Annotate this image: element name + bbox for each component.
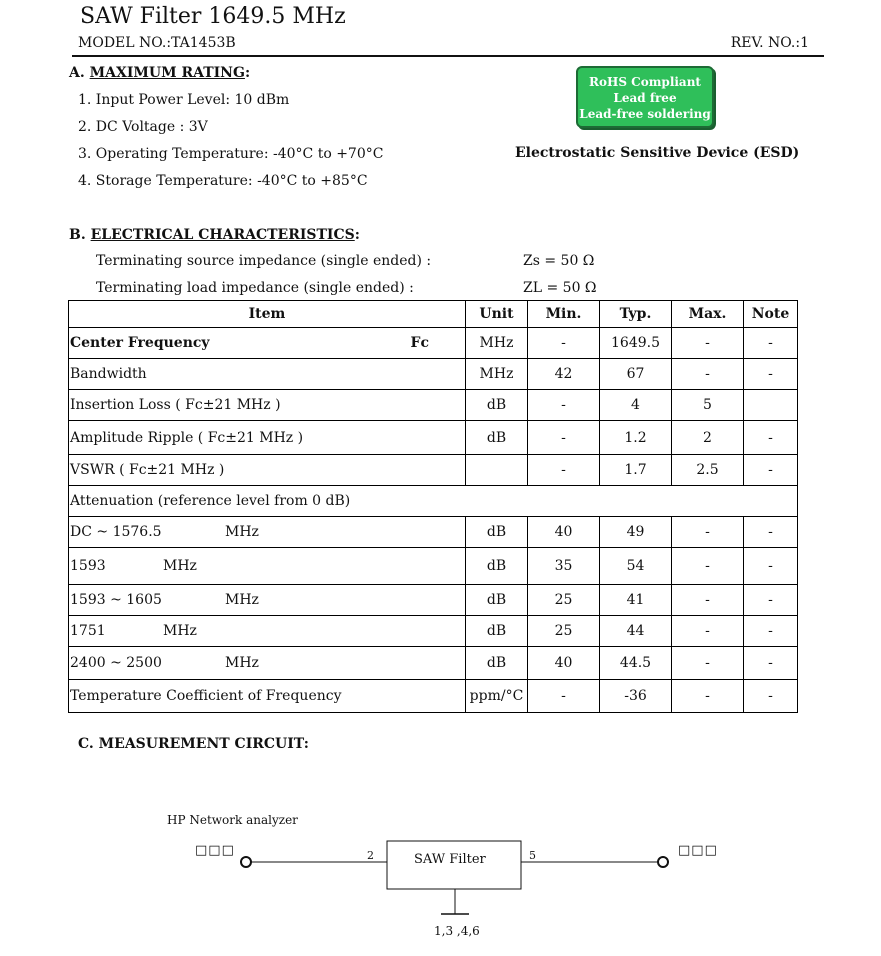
rating-item-3: 3. Operating Temperature: -40°C to +70°C [78, 146, 384, 162]
rohs-line-2: Lead free [613, 91, 677, 105]
row-typ: 1.2 [600, 421, 672, 455]
row-typ: 44.5 [600, 647, 672, 680]
rohs-line-1: RoHS Compliant [589, 75, 701, 89]
network-analyzer-label: HP Network analyzer [167, 813, 298, 827]
saw-filter-label: SAW Filter [414, 852, 486, 867]
row-unit: MHz [466, 359, 528, 390]
row-item-range: 2400 ~ 2500 [70, 655, 162, 671]
row-max: 2.5 [672, 455, 744, 486]
section-b-suffix: : [354, 227, 360, 243]
row-max: - [672, 616, 744, 647]
esd-notice: Electrostatic Sensitive Device (ESD) [515, 145, 800, 161]
row-unit: dB [466, 616, 528, 647]
row-min: 40 [528, 517, 600, 548]
row-typ: 54 [600, 548, 672, 585]
row-note: - [744, 421, 798, 455]
row-max: - [672, 328, 744, 359]
row-min: 25 [528, 585, 600, 616]
row-min: - [528, 680, 600, 713]
header-item: Item [69, 301, 466, 328]
row-item-mhz: MHz [163, 558, 197, 574]
row-max: - [672, 517, 744, 548]
row-item-range: 1593 ~ 1605 [70, 592, 162, 608]
row-min: 40 [528, 647, 600, 680]
row-min: - [528, 455, 600, 486]
row-unit: dB [466, 548, 528, 585]
load-impedance-label: Terminating load impedance (single ended) : [96, 280, 414, 296]
row-max: - [672, 359, 744, 390]
row-item-mhz: MHz [225, 592, 259, 608]
pin-out-label: 5 [529, 849, 536, 862]
row-unit: dB [466, 390, 528, 421]
section-a-title: MAXIMUM RATING [89, 65, 245, 81]
output-port-terminal [658, 857, 668, 867]
source-impedance-label: Terminating source impedance (single ended) : [96, 253, 432, 269]
section-a-prefix: A. [69, 65, 90, 81]
rating-item-1: 1. Input Power Level: 10 dBm [78, 92, 290, 108]
row-typ: 41 [600, 585, 672, 616]
revision-number: REV. NO.:1 [730, 35, 809, 51]
row-unit: dB [466, 647, 528, 680]
row-item: VSWR ( Fc±21 MHz ) [69, 455, 466, 486]
row-unit: ppm/°C [466, 680, 528, 713]
row-item-mhz: MHz [163, 623, 197, 639]
row-note: - [744, 517, 798, 548]
source-impedance-value: Zs = 50 Ω [523, 253, 595, 269]
row-note: - [744, 680, 798, 713]
row-note: - [744, 328, 798, 359]
row-note: - [744, 585, 798, 616]
row-max: - [672, 548, 744, 585]
row-unit: dB [466, 421, 528, 455]
left-port-label: □□□ [195, 843, 235, 858]
row-min: - [528, 421, 600, 455]
row-item-mhz: MHz [225, 655, 259, 671]
row-min: - [528, 328, 600, 359]
row-item: Insertion Loss ( Fc±21 MHz ) [69, 390, 466, 421]
attenuation-heading: Attenuation (reference level from 0 dB) [69, 486, 798, 517]
row-item-range: 1593 [70, 558, 106, 574]
model-number: MODEL NO.:TA1453B [78, 35, 236, 51]
row-note: - [744, 548, 798, 585]
row-typ: 1649.5 [600, 328, 672, 359]
row-item: Temperature Coefficient of Frequency [69, 680, 466, 713]
row-typ: 49 [600, 517, 672, 548]
fc-label: Fc [410, 335, 429, 351]
row-min: 35 [528, 548, 600, 585]
header-unit: Unit [466, 301, 528, 328]
document-title: SAW Filter 1649.5 MHz [80, 4, 346, 29]
header-note: Note [744, 301, 798, 328]
row-note: - [744, 359, 798, 390]
row-typ: 67 [600, 359, 672, 390]
row-min: 25 [528, 616, 600, 647]
row-item-range: DC ~ 1576.5 [70, 524, 162, 540]
row-min: 42 [528, 359, 600, 390]
row-unit: dB [466, 585, 528, 616]
row-max: - [672, 647, 744, 680]
row-typ: 44 [600, 616, 672, 647]
row-max: - [672, 680, 744, 713]
section-b-title: ELECTRICAL CHARACTERISTICS [90, 227, 355, 243]
ground-pins-label: 1,3 ,4,6 [434, 924, 480, 938]
section-c-heading: C. MEASUREMENT CIRCUIT: [78, 736, 309, 752]
header-typ: Typ. [600, 301, 672, 328]
rating-item-2: 2. DC Voltage : 3V [78, 119, 208, 135]
row-item-label: Center Frequency [70, 335, 210, 351]
row-item: Amplitude Ripple ( Fc±21 MHz ) [69, 421, 466, 455]
row-max: - [672, 585, 744, 616]
row-item-range: 1751 [70, 623, 106, 639]
row-note: - [744, 616, 798, 647]
row-unit: dB [466, 517, 528, 548]
rohs-line-3: Lead-free soldering [579, 107, 711, 121]
header-max: Max. [672, 301, 744, 328]
section-b-prefix: B. [69, 227, 91, 243]
row-note: - [744, 647, 798, 680]
right-port-label: □□□ [678, 843, 718, 858]
row-max: 5 [672, 390, 744, 421]
row-max: 2 [672, 421, 744, 455]
row-typ: -36 [600, 680, 672, 713]
row-item-mhz: MHz [225, 524, 259, 540]
row-typ: 1.7 [600, 455, 672, 486]
pin-in-label: 2 [367, 849, 374, 862]
load-impedance-value: ZL = 50 Ω [523, 280, 597, 296]
header-min: Min. [528, 301, 600, 328]
section-a-suffix: : [244, 65, 251, 81]
row-item: Bandwidth [69, 359, 466, 390]
row-typ: 4 [600, 390, 672, 421]
input-port-terminal [241, 857, 251, 867]
row-min: - [528, 390, 600, 421]
rating-item-4: 4. Storage Temperature: -40°C to +85°C [78, 173, 368, 189]
row-unit: MHz [466, 328, 528, 359]
row-note: - [744, 455, 798, 486]
